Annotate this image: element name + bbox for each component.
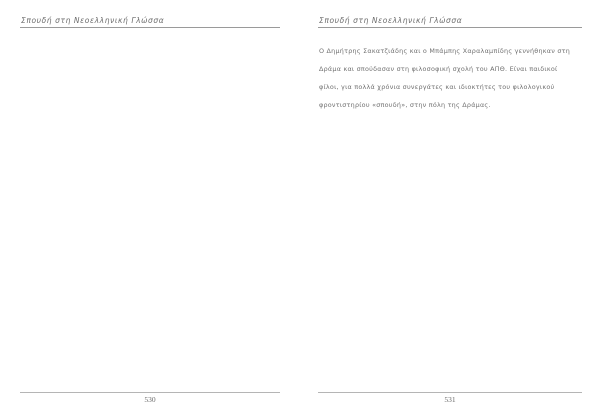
header-divider	[318, 27, 582, 28]
paragraph-line: Δράμα και σπούδασαν στη φιλοσοφική σχολή του ΑΠΘ. Είναι παιδικοί	[319, 65, 558, 73]
footer-divider	[20, 392, 280, 393]
author-bio-paragraph	[319, 42, 589, 114]
right-page	[300, 0, 600, 416]
paragraph-line: Ο Δημήτρης Σακατζιάδης και ο Μπάμπης Χαραλαμπίδης γεννήθηκαν στη	[319, 47, 571, 55]
paragraph-line: φίλοι, για πολλά χρόνια συνεργάτες και ιδιοκτήτες του φιλολογικού	[319, 83, 555, 91]
running-header: Σπουδή στη Νεοελληνική Γλώσσα	[21, 16, 165, 25]
page-number: 531	[444, 395, 456, 404]
header-divider	[20, 27, 280, 28]
running-header: Σπουδή στη Νεοελληνική Γλώσσα	[319, 16, 463, 25]
page-number: 530	[144, 395, 156, 404]
footer-divider	[318, 392, 582, 393]
paragraph-line: φροντιστηρίου «σπουδή», στην πόλη της Δράμας.	[319, 101, 491, 109]
